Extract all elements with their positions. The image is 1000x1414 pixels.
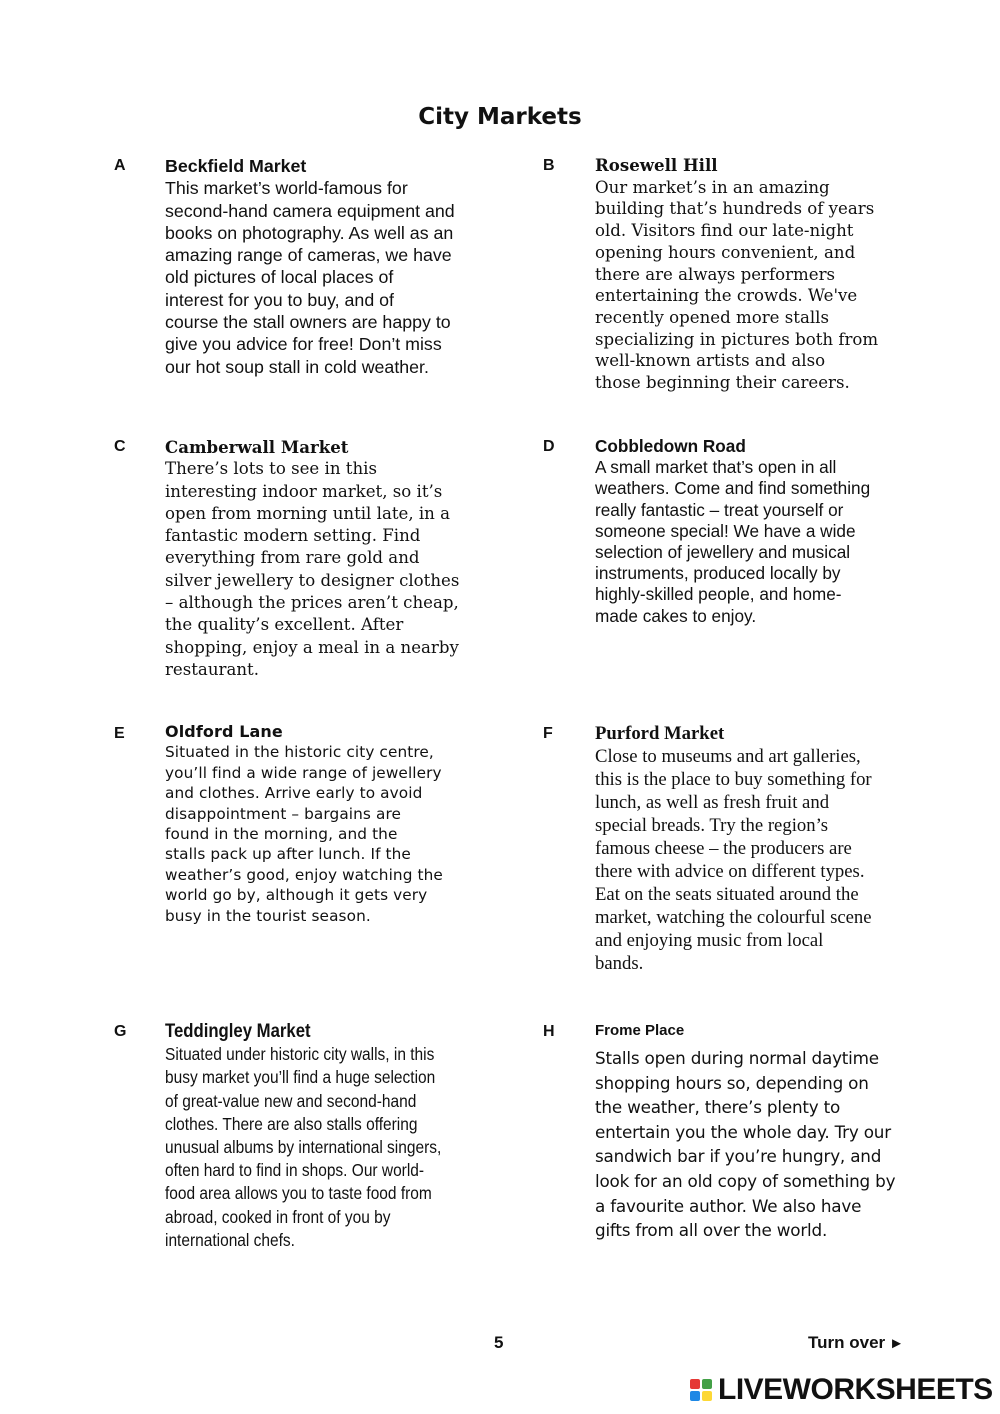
description-line: you’ll find a wide range of jewellery bbox=[165, 763, 442, 782]
description-line: specializing in pictures both from bbox=[595, 329, 879, 349]
description-line: amazing range of cameras, we have bbox=[165, 245, 452, 266]
market-entry-a bbox=[165, 155, 585, 378]
description-line: often hard to find in shops. Our world- bbox=[165, 1160, 425, 1181]
description-line: the weather, there’s plenty to bbox=[595, 1097, 841, 1118]
description-line: this is the place to buy something for bbox=[595, 769, 872, 790]
description-line: interest for you to buy, and of bbox=[165, 289, 394, 310]
description-line: recently opened more stalls bbox=[595, 307, 829, 327]
market-letter-a: A bbox=[114, 157, 126, 174]
market-description bbox=[165, 177, 585, 378]
description-line: entertaining the crowds. We've bbox=[595, 286, 858, 306]
description-line: of great-value new and second-hand bbox=[165, 1090, 417, 1111]
liveworksheets-logo[interactable] bbox=[690, 1372, 993, 1408]
description-line: busy in the tourist season. bbox=[165, 906, 371, 925]
market-name: Purford Market bbox=[595, 723, 725, 744]
description-line: open from morning until late, in a bbox=[165, 503, 451, 523]
description-line: course the stall owners are happy to bbox=[165, 312, 451, 333]
description-line: international chefs. bbox=[165, 1229, 295, 1250]
market-letter-g: G bbox=[114, 1023, 127, 1040]
market-letter-d: D bbox=[543, 438, 555, 455]
market-entry-c bbox=[165, 436, 585, 681]
description-line: – although the prices aren’t cheap, bbox=[165, 593, 459, 613]
description-line: shopping hours so, depending on bbox=[595, 1072, 869, 1093]
description-line: lunch, as well as fresh fruit and bbox=[595, 792, 830, 813]
description-line: world go by, although it gets very bbox=[165, 886, 428, 905]
description-line: someone special! We have a wide bbox=[595, 520, 856, 541]
description-line: entertain you the whole day. Try our bbox=[595, 1121, 891, 1142]
market-entry-g bbox=[165, 1020, 585, 1252]
market-description bbox=[595, 1046, 1000, 1243]
description-line: abroad, cooked in front of you by bbox=[165, 1206, 391, 1227]
market-letter-h: H bbox=[543, 1023, 555, 1040]
right-triangle-arrow-icon: ► bbox=[889, 1335, 904, 1352]
description-line: there are always performers bbox=[595, 264, 836, 284]
description-line: Situated in the historic city centre, bbox=[165, 743, 434, 762]
description-line: bands. bbox=[595, 953, 644, 974]
description-line: our hot soup stall in cold weather. bbox=[165, 356, 429, 377]
market-name: Cobbledown Road bbox=[595, 436, 746, 456]
market-name: Teddingley Market bbox=[165, 1021, 311, 1042]
description-line: look for an old copy of something by bbox=[595, 1170, 896, 1191]
description-line: a favourite author. We also have bbox=[595, 1195, 862, 1216]
description-line: A small market that’s open in all bbox=[595, 457, 837, 478]
description-line: selection of jewellery and musical bbox=[595, 542, 851, 563]
description-line: everything from rare gold and bbox=[165, 548, 420, 568]
description-line: sandwich bar if you’re hungry, and bbox=[595, 1146, 882, 1167]
turn-over-link[interactable] bbox=[808, 1333, 904, 1353]
description-line: those beginning their careers. bbox=[595, 373, 850, 393]
description-line: the quality’s excellent. After bbox=[165, 615, 404, 635]
logo-square bbox=[702, 1391, 712, 1401]
description-line: and clothes. Arrive early to avoid bbox=[165, 784, 423, 803]
market-entry-b bbox=[595, 155, 1000, 394]
market-description bbox=[595, 745, 1000, 975]
description-line: There’s lots to see in this bbox=[165, 459, 377, 479]
description-line: market, watching the colourful scene bbox=[595, 907, 872, 928]
market-letter-c: C bbox=[114, 438, 126, 455]
market-name: Camberwall Market bbox=[165, 437, 349, 457]
description-line: old. Visitors find our late-night bbox=[595, 221, 854, 241]
description-line: really fantastic – treat yourself or bbox=[595, 499, 844, 520]
market-entry-f bbox=[595, 722, 1000, 975]
market-entry-d bbox=[595, 436, 1000, 627]
description-line: opening hours convenient, and bbox=[595, 242, 856, 262]
description-line: famous cheese – the producers are bbox=[595, 838, 852, 859]
description-line: well-known artists and also bbox=[595, 351, 826, 371]
market-name: Rosewell Hill bbox=[595, 155, 718, 175]
description-line: Close to museums and art galleries, bbox=[595, 746, 861, 767]
logo-square bbox=[702, 1379, 712, 1389]
description-line: and enjoying music from local bbox=[595, 930, 824, 951]
logo-square bbox=[690, 1379, 700, 1389]
market-description bbox=[595, 457, 1000, 627]
description-line: restaurant. bbox=[165, 659, 259, 679]
market-description bbox=[165, 742, 585, 926]
turn-over-label: Turn over bbox=[808, 1333, 886, 1352]
liveworksheets-logo-icon bbox=[690, 1379, 712, 1401]
description-line: clothes. There are also stalls offering bbox=[165, 1113, 418, 1134]
market-name: Frome Place bbox=[595, 1022, 685, 1039]
logo-square bbox=[690, 1391, 700, 1401]
liveworksheets-wordmark: LIVEWORKSHEETS bbox=[718, 1373, 993, 1406]
description-line: unusual albums by international singers, bbox=[165, 1137, 442, 1158]
description-line: building that’s hundreds of years bbox=[595, 199, 875, 219]
description-line: fantastic modern setting. Find bbox=[165, 526, 421, 546]
description-line: made cakes to enjoy. bbox=[595, 605, 757, 626]
description-line: second-hand camera equipment and bbox=[165, 200, 455, 221]
description-line: Eat on the seats situated around the bbox=[595, 884, 859, 905]
description-line: gifts from all over the world. bbox=[595, 1220, 828, 1241]
description-line: This market’s world-famous for bbox=[165, 178, 408, 199]
description-line: shopping, enjoy a meal in a nearby bbox=[165, 637, 459, 657]
description-line: old pictures of local places of bbox=[165, 267, 394, 288]
market-description bbox=[165, 458, 585, 681]
description-line: weathers. Come and find something bbox=[595, 478, 871, 499]
market-letter-b: B bbox=[543, 157, 555, 174]
market-description bbox=[595, 177, 1000, 394]
description-line: Situated under historic city walls, in this bbox=[165, 1044, 435, 1065]
description-line: Our market’s in an amazing bbox=[595, 177, 830, 197]
description-line: stalls pack up after lunch. If the bbox=[165, 845, 411, 864]
description-line: busy market you’ll find a huge selection bbox=[165, 1067, 436, 1088]
description-line: food area allows you to taste food from bbox=[165, 1183, 432, 1204]
description-line: found in the morning, and the bbox=[165, 825, 398, 844]
description-line: silver jewellery to designer clothes bbox=[165, 570, 460, 590]
description-line: Stalls open during normal daytime bbox=[595, 1048, 879, 1068]
description-line: interesting indoor market, so it’s bbox=[165, 481, 443, 501]
page-number: 5 bbox=[494, 1333, 504, 1352]
description-line: highly-skilled people, and home- bbox=[595, 584, 842, 605]
market-letter-e: E bbox=[114, 725, 125, 742]
market-name: Oldford Lane bbox=[165, 722, 283, 741]
market-entry-h bbox=[595, 1020, 1000, 1243]
description-line: instruments, produced locally by bbox=[595, 563, 841, 584]
description-line: books on photography. As well as an bbox=[165, 222, 454, 243]
description-line: there with advice on different types. bbox=[595, 861, 865, 882]
description-line: disappointment – bargains are bbox=[165, 804, 402, 823]
market-letter-f: F bbox=[543, 725, 553, 742]
description-line: give you advice for free! Don’t miss bbox=[165, 334, 442, 355]
description-line: weather’s good, enjoy watching the bbox=[165, 865, 443, 884]
market-name: Beckfield Market bbox=[165, 156, 307, 176]
market-description bbox=[165, 1043, 464, 1252]
description-line: special breads. Try the region’s bbox=[595, 815, 829, 836]
market-entry-e bbox=[165, 722, 585, 926]
page-title: City Markets bbox=[418, 104, 582, 130]
